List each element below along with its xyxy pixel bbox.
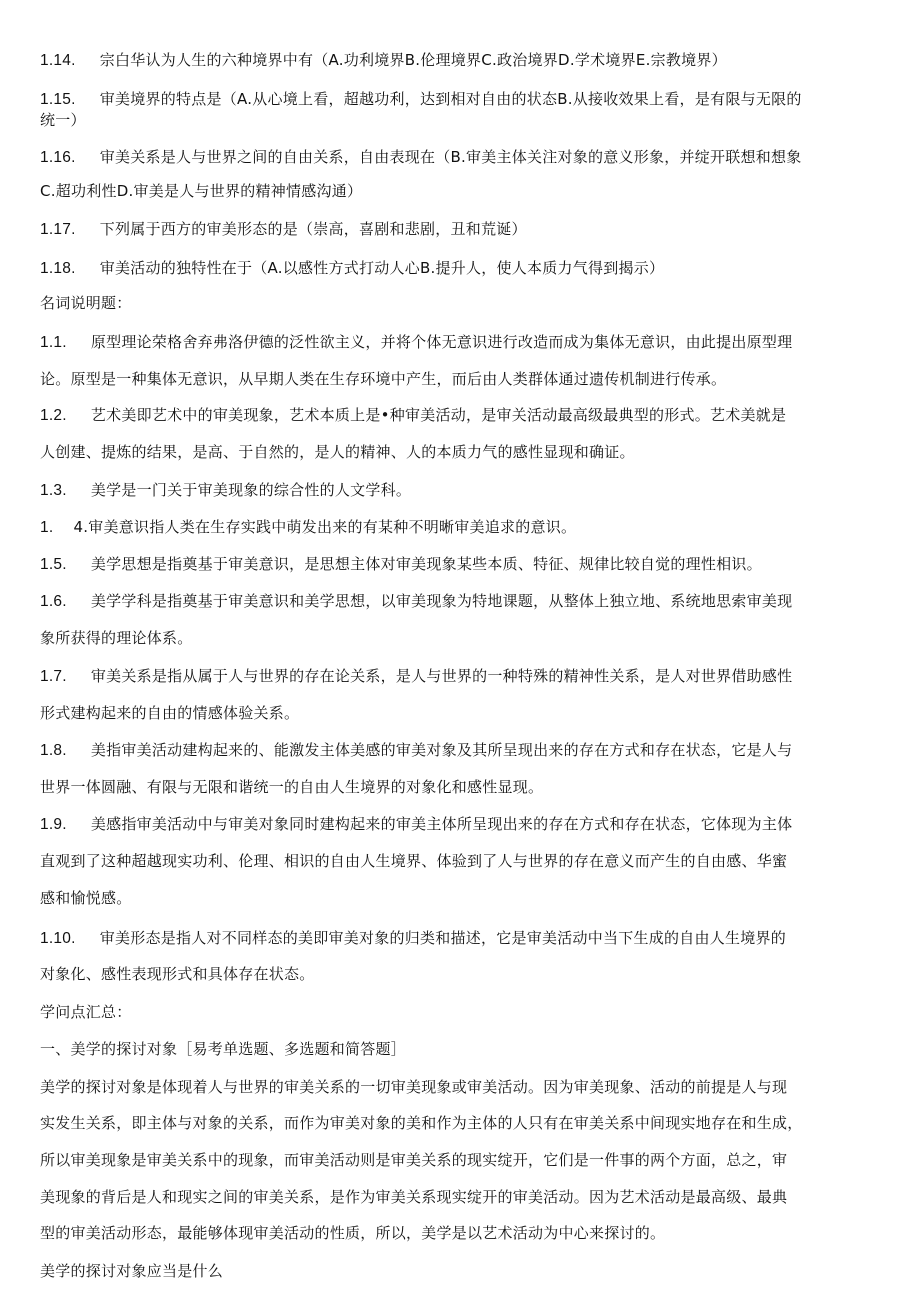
term-1-8 xyxy=(40,740,792,761)
item-text: 审美境界的特点是（A.从心境上看，超越功利，达到相对自由的状态B.从接收效果上看，是有限与无限的 xyxy=(99,90,802,108)
term-1-2 xyxy=(40,405,786,426)
item-number: 1.15. xyxy=(40,91,76,108)
term-1-9-line2: 直观到了这种超越现实功利、伦理、相识的自由人生境界、体验到了人与世界的存在意义而产生的自由感、华蜜 xyxy=(40,852,788,870)
term-1-9 xyxy=(40,814,792,835)
item-1-15-continued: 统一） xyxy=(40,111,86,129)
heading-terms: 名词说明题： xyxy=(40,294,132,312)
term-1-4 xyxy=(40,517,576,538)
item-1-17 xyxy=(40,219,527,240)
item-1-15 xyxy=(40,89,802,110)
item-number: 1.17. xyxy=(40,221,76,238)
item-1-16-continued: C.超功利性D.审美是人与世界的精神情感沟通） xyxy=(40,182,363,200)
term-number: 1.5. xyxy=(40,556,67,573)
term-text: 美学思想是指奠基于审美意识，是思想主体对审美现象某些本质、特征、规律比较自觉的理性相识。 xyxy=(90,555,762,573)
term-text: 审美形态是指人对不同样态的美即审美对象的归类和描述，它是审美活动中当下生成的自由人生境界的 xyxy=(99,929,786,947)
term-text: 美学学科是指奠基于审美意识和美学思想，以审美现象为特地课题，从整体上独立地、系统地思索审美现 xyxy=(90,592,793,610)
term-1-1-line2: 论。原型是一种集体无意识，从早期人类在生存环境中产生，而后由人类群体通过遗传机制进行传承。 xyxy=(40,370,727,388)
item-1-16 xyxy=(40,147,802,168)
term-number: 1.3. xyxy=(40,482,67,499)
term-1-5 xyxy=(40,554,762,575)
term-number: 1.9. xyxy=(40,816,67,833)
paragraph-line: 型的审美活动形态，最能够体现审美活动的性质，所以，美学是以艺术活动为中心来探讨的。 xyxy=(40,1224,666,1242)
term-number: 1.2. xyxy=(40,407,67,424)
term-1-6-line2: 象所获得的理论体系。 xyxy=(40,629,193,647)
paragraph-line: 所以审美现象是审美关系中的现象，而审美活动则是审美关系的现实绽开，它们是一件事的两个方面，总之，审 xyxy=(40,1151,788,1169)
term-number: 1. xyxy=(40,519,54,536)
term-text: 美感指审美活动中与审美对象同时建构起来的审美主体所呈现出来的存在方式和存在状态，它体现为主体 xyxy=(90,815,793,833)
item-number: 1.14. xyxy=(40,52,76,69)
paragraph-line: 美现象的背后是人和现实之间的审美关系，是作为审美关系现实绽开的审美活动。因为艺术活动是最高级、最典 xyxy=(40,1188,788,1206)
item-1-18 xyxy=(40,258,664,279)
term-text: 原型理论荣格舍弃弗洛伊德的泛性欲主义，并将个体无意识进行改造而成为集体无意识，由此提出原型理 xyxy=(90,333,793,351)
term-1-7 xyxy=(40,666,792,687)
term-1-10-line2: 对象化、感性表现形式和具体存在状态。 xyxy=(40,965,315,983)
term-1-3 xyxy=(40,480,411,501)
term-number: 1.8. xyxy=(40,742,67,759)
item-text: 审美关系是人与世界之间的自由关系，自由表现在（B.审美主体关注对象的意义形象，并绽开联想和想象 xyxy=(99,148,802,166)
item-number: 1.16. xyxy=(40,149,76,166)
section-title: 一、美学的探讨对象［易考单选题、多选题和简答题］ xyxy=(40,1040,407,1058)
term-text: 审美关系是指从属于人与世界的存在论关系，是人与世界的一种特殊的精神性关系，是人对世界借助感性 xyxy=(90,667,793,685)
term-1-1 xyxy=(40,332,792,353)
paragraph-line-last: 美学的探讨对象应当是什么 xyxy=(40,1262,224,1280)
term-text: 4.审美意识指人类在生存实践中萌发出来的有某种不明晰审美追求的意识。 xyxy=(73,518,577,536)
item-number: 1.18. xyxy=(40,260,76,277)
heading-points: 学问点汇总： xyxy=(40,1003,132,1021)
term-text: 美指审美活动建构起来的、能激发主体美感的审美对象及其所呈现出来的存在方式和存在状态，它是人与 xyxy=(90,741,793,759)
term-number: 1.6. xyxy=(40,593,67,610)
paragraph-line: 美学的探讨对象是体现着人与世界的审美关系的一切审美现象或审美活动。因为审美现象、活动的前提是人与现 xyxy=(40,1078,788,1096)
term-number: 1.10. xyxy=(40,930,76,947)
item-1-14 xyxy=(40,50,727,71)
term-1-10 xyxy=(40,928,786,949)
item-text: 审美活动的独特性在于（A.以感性方式打动人心B.提升人，使人本质力气得到揭示） xyxy=(99,259,665,277)
term-1-2-line2: 人创建、提炼的结果，是高、于自然的，是人的精神、人的本质力气的感性显现和确证。 xyxy=(40,443,635,461)
item-text: 下列属于西方的审美形态的是（崇高，喜剧和悲剧，丑和荒诞） xyxy=(99,220,527,238)
term-1-6 xyxy=(40,591,792,612)
term-1-8-line2: 世界一体圆融、有限与无限和谐统一的自由人生境界的对象化和感性显现。 xyxy=(40,778,544,796)
paragraph-line: 实发生关系，即主体与对象的关系，而作为审美对象的美和作为主体的人只有在审美关系中间现实地存在和生成， xyxy=(40,1114,803,1132)
term-number: 1.1. xyxy=(40,334,67,351)
term-text: 美学是一门关于审美现象的综合性的人文学科。 xyxy=(90,481,412,499)
term-1-9-line3: 感和愉悦感。 xyxy=(40,889,132,907)
term-number: 1.7. xyxy=(40,668,67,685)
term-text: 艺术美即艺术中的审美现象，艺术本质上是•种审美活动，是审关活动最高级最典型的形式。艺术美就是 xyxy=(90,406,787,424)
term-1-7-line2: 形式建构起来的自由的情感体验关系。 xyxy=(40,704,300,722)
item-text: 宗白华认为人生的六种境界中有（A.功利境界B.伦理境界C.政治境界D.学术境界E.宗教境界） xyxy=(99,51,727,69)
